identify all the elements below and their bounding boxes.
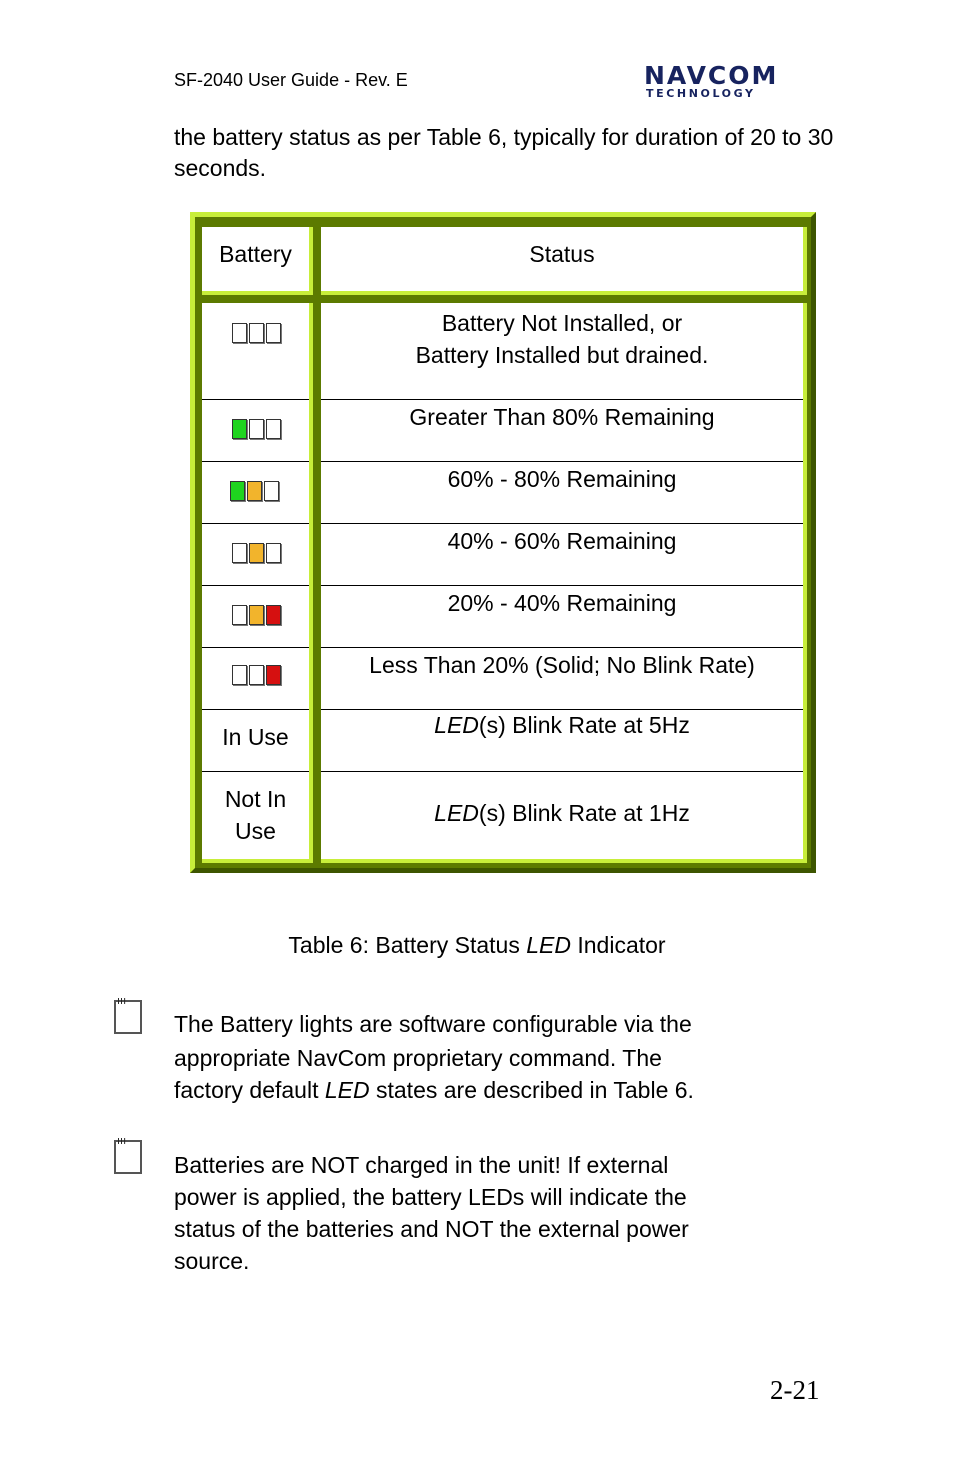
status-row-7-led-term: LED bbox=[434, 712, 479, 738]
battery-in-use-label: In Use bbox=[222, 724, 289, 750]
status-row-8-rest: (s) Blink Rate at 1Hz bbox=[478, 800, 690, 826]
status-row-2: Greater Than 80% Remaining bbox=[409, 404, 715, 430]
header-battery-label: Battery bbox=[219, 241, 292, 267]
note-2-line3: status of the batteries and NOT the external power bbox=[174, 1216, 689, 1242]
led-indicator-row-5 bbox=[232, 605, 283, 625]
navcom-logo bbox=[640, 62, 830, 102]
row-divider bbox=[202, 523, 309, 524]
note-1 bbox=[174, 1008, 794, 1106]
row-divider bbox=[202, 709, 309, 710]
led-off-icon bbox=[232, 605, 247, 625]
note-2-line2: power is applied, the battery LEDs will indicate the bbox=[174, 1184, 687, 1210]
document-header-title: SF-2040 User Guide - Rev. E bbox=[174, 70, 408, 90]
row-divider bbox=[202, 399, 309, 400]
battery-column bbox=[202, 303, 313, 863]
led-indicator-row-3 bbox=[230, 481, 281, 501]
led-red-icon bbox=[266, 605, 281, 625]
note-2-line4: source. bbox=[174, 1248, 250, 1274]
note-1-line1: The Battery lights are software configurable via the bbox=[174, 1011, 692, 1037]
status-row-1-line1: Battery Not Installed, or bbox=[441, 310, 683, 336]
led-green-icon bbox=[230, 481, 245, 501]
row-divider bbox=[202, 585, 309, 586]
row-divider bbox=[321, 399, 803, 400]
note-1-line2: appropriate NavCom proprietary command. The bbox=[174, 1045, 662, 1071]
logo-wordmark: NAVCOM bbox=[644, 61, 779, 90]
led-off-icon bbox=[266, 419, 281, 439]
led-orange-icon bbox=[249, 543, 264, 563]
status-column bbox=[321, 303, 807, 863]
led-off-icon bbox=[264, 481, 279, 501]
note-2-line1-rest: If external bbox=[560, 1152, 669, 1178]
battery-not-in-use-label-line2: Use bbox=[235, 818, 276, 844]
row-divider bbox=[321, 461, 803, 462]
intro-paragraph: the battery status as per Table 6, typically for duration of 20 to 30 seconds. bbox=[174, 124, 834, 181]
row-divider bbox=[202, 461, 309, 462]
row-divider bbox=[321, 585, 803, 586]
status-row-5: 20% - 40% Remaining bbox=[447, 590, 677, 616]
note-1-line3-prefix: factory default bbox=[174, 1077, 325, 1103]
table-caption bbox=[0, 932, 954, 959]
note-2-lead: Batteries are NOT charged in the unit! bbox=[174, 1152, 561, 1178]
page-number: 2-21 bbox=[770, 1375, 820, 1405]
status-row-8 bbox=[321, 797, 803, 829]
note-1-line3-suffix: states are described in Table 6. bbox=[369, 1077, 694, 1103]
logo-subtitle: TECHNOLOGY bbox=[646, 87, 756, 100]
led-green-icon bbox=[232, 419, 247, 439]
row-divider bbox=[321, 647, 803, 648]
led-indicator-row-1 bbox=[232, 323, 283, 343]
row-divider bbox=[202, 647, 309, 648]
status-row-3: 60% - 80% Remaining bbox=[447, 466, 677, 492]
status-row-7-rest: (s) Blink Rate at 5Hz bbox=[478, 712, 690, 738]
row-divider bbox=[321, 523, 803, 524]
header-battery-cell bbox=[202, 227, 313, 295]
row-divider bbox=[321, 771, 803, 772]
led-off-icon bbox=[249, 323, 264, 343]
note-1-led-term: LED bbox=[324, 1077, 370, 1103]
battery-status-table bbox=[190, 212, 816, 873]
header-status-cell bbox=[321, 227, 807, 295]
led-off-icon bbox=[266, 543, 281, 563]
notepad-icon: ııı bbox=[114, 996, 144, 1036]
status-row-8-led-term: LED bbox=[434, 800, 479, 826]
note-1-line3 bbox=[174, 1074, 794, 1106]
led-off-icon bbox=[249, 419, 264, 439]
caption-suffix: Indicator bbox=[570, 932, 666, 958]
led-orange-icon bbox=[247, 481, 262, 501]
note-2-line1 bbox=[174, 1149, 794, 1181]
row-divider bbox=[202, 771, 309, 772]
caption-led-term: LED bbox=[526, 932, 571, 958]
led-off-icon bbox=[249, 665, 264, 685]
led-red-icon bbox=[266, 665, 281, 685]
notepad-icon: ııı bbox=[114, 1136, 144, 1176]
led-indicator-row-4 bbox=[232, 543, 283, 563]
status-row-1-line2: Battery Installed but drained. bbox=[415, 342, 709, 368]
led-off-icon bbox=[266, 323, 281, 343]
status-row-7 bbox=[321, 709, 803, 741]
led-off-icon bbox=[232, 323, 247, 343]
battery-not-in-use-label-line1: Not In bbox=[224, 786, 287, 812]
led-indicator-row-2 bbox=[232, 419, 283, 439]
led-off-icon bbox=[232, 543, 247, 563]
led-indicator-row-6 bbox=[232, 665, 283, 685]
led-orange-icon bbox=[249, 605, 264, 625]
led-off-icon bbox=[232, 665, 247, 685]
note-2 bbox=[174, 1149, 794, 1277]
header-status-label: Status bbox=[529, 241, 595, 267]
caption-prefix: Table 6: Battery Status bbox=[288, 932, 527, 958]
status-row-6: Less Than 20% (Solid; No Blink Rate) bbox=[369, 652, 755, 678]
status-row-4: 40% - 60% Remaining bbox=[447, 528, 677, 554]
